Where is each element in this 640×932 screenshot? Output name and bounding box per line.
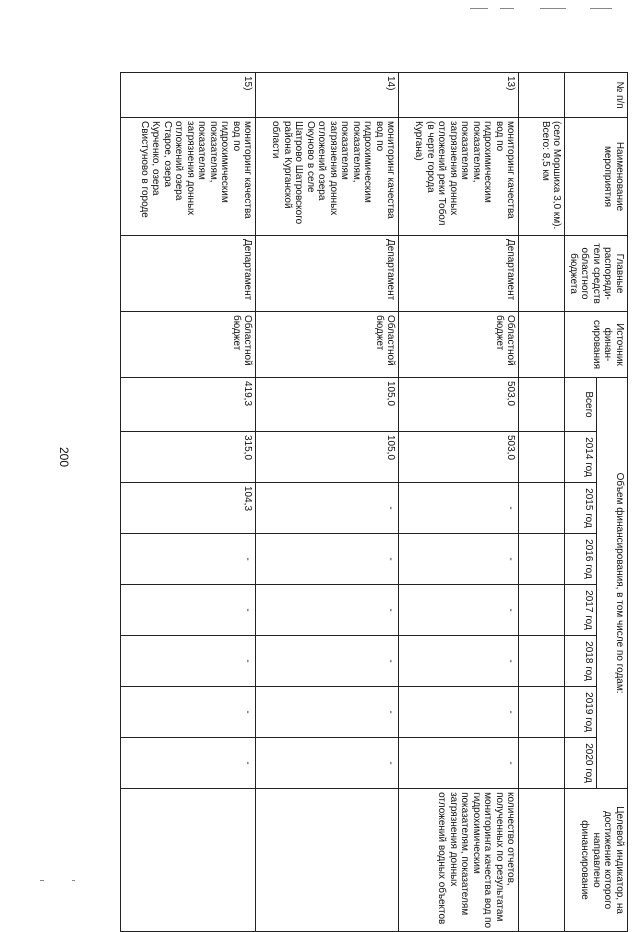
row-year-value: - xyxy=(256,483,399,534)
row-year-value: - xyxy=(256,585,399,636)
header-manager: Главные распоряди-тели средств областного бюджета xyxy=(565,236,628,312)
header-year: 2019 год xyxy=(565,687,596,738)
header-year: 2020 год xyxy=(565,738,596,789)
row-manager: Департамент xyxy=(256,236,399,312)
header-volume: Объем финансирования, в том числе по годам: xyxy=(596,378,627,789)
header-year: 2015 год xyxy=(565,483,596,534)
row-year-value: 503,0 xyxy=(399,432,519,483)
row-year-value: - xyxy=(256,738,399,789)
row-year-value: 315,0 xyxy=(121,432,256,483)
table-row xyxy=(399,73,519,932)
row-name: мониторинг качества вод по гидрохимическим показателям, показателям загрязнения донных отложений озера Окуново в селе Шатрово Шатровского района Курганской области xyxy=(256,118,399,236)
row-year-value: - xyxy=(399,483,519,534)
row-num: 15) xyxy=(121,73,256,118)
row-year-value: - xyxy=(399,585,519,636)
row-name: мониторинг качества вод по гидрохимическим показателям, показателям загрязнения донных отложений озера Старое, озера Курченко, озера Свистуново в городе xyxy=(121,118,256,236)
row-year-value: - xyxy=(399,687,519,738)
row-year-value: 105,0 xyxy=(256,432,399,483)
table-row xyxy=(256,73,399,932)
table-row xyxy=(519,73,565,932)
row-year-value: - xyxy=(121,534,256,585)
row-year-value: - xyxy=(256,687,399,738)
row-year-value: - xyxy=(121,738,256,789)
row-year-value: - xyxy=(121,687,256,738)
rotated-table-wrapper xyxy=(108,72,628,929)
row-year-value: 104,3 xyxy=(121,483,256,534)
header-num: № п/п xyxy=(565,73,628,118)
row-num: 13) xyxy=(399,73,519,118)
header-year: 2016 год xyxy=(565,534,596,585)
row-indicator xyxy=(121,789,256,932)
row-name: мониторинг качества вод по гидрохимическим показателям, показателям загрязнения донных отложений реки Тобол (в черте города Кургана) xyxy=(399,118,519,236)
row-manager: Департамент xyxy=(121,236,256,312)
row-source: Областной бюджет xyxy=(399,312,519,378)
row-year-value: - xyxy=(256,636,399,687)
row-year-value: - xyxy=(121,636,256,687)
row-total: 503,0 xyxy=(399,378,519,432)
financing-table xyxy=(121,72,629,932)
header-name: Наименование мероприятия xyxy=(565,118,628,236)
row-total: 419,3 xyxy=(121,378,256,432)
header-source: Источник финан-сирования xyxy=(565,312,628,378)
row-year-value: - xyxy=(399,534,519,585)
row-num: 14) xyxy=(256,73,399,118)
row-source: Областной бюджет xyxy=(121,312,256,378)
header-year: 2014 год xyxy=(565,432,596,483)
header-indicator: Целевой индикатор, на достижение которого направлено финансирование xyxy=(565,789,628,932)
row-year-value: - xyxy=(256,534,399,585)
row-indicator: количество отчетов, полученных по результатам мониторинга качества вод по гидрохимическим показателям, показателям загрязнения донных отложений водных объектов xyxy=(399,789,519,932)
row-year-value: - xyxy=(399,636,519,687)
row-year-value: - xyxy=(121,585,256,636)
row-total: 105,0 xyxy=(256,378,399,432)
header-year: 2018 год xyxy=(565,636,596,687)
row-manager: Департамент xyxy=(399,236,519,312)
row-indicator xyxy=(256,789,399,932)
row-source: Областной бюджет xyxy=(256,312,399,378)
header-total: Всего xyxy=(565,378,596,432)
header-year: 2017 год xyxy=(565,585,596,636)
continuation-text: (село Моршиха 3,0 км). Всего: 8,5 км xyxy=(519,118,565,236)
row-year-value: - xyxy=(399,738,519,789)
page-number: 200 xyxy=(57,447,71,468)
table-row xyxy=(121,73,256,932)
